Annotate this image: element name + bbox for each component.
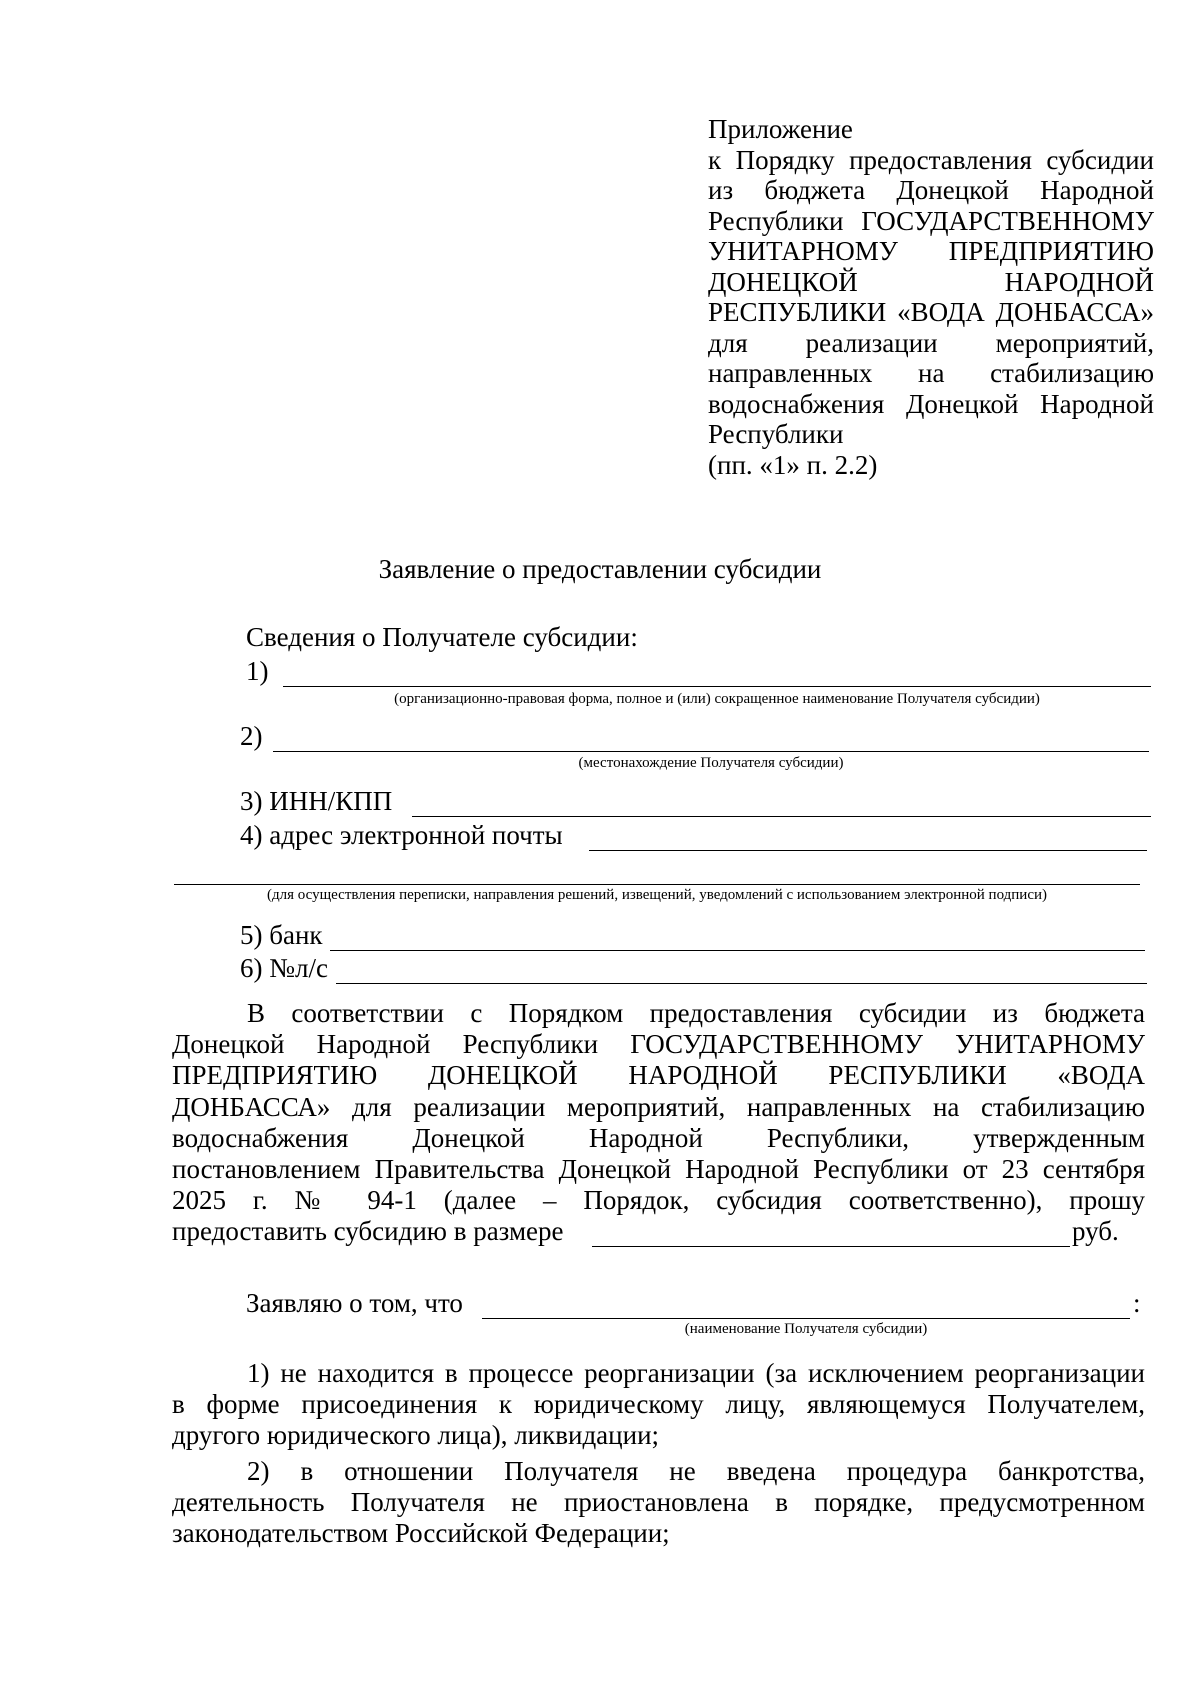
document-title: Заявление о предоставлении субсидии	[378, 554, 822, 584]
appendix-line: Приложение	[708, 114, 853, 144]
item1-label: 1)	[246, 656, 269, 686]
appendix-caption	[708, 114, 1154, 480]
account-field[interactable]	[336, 983, 1147, 984]
amount-prefix: предоставить субсидию в размере	[172, 1216, 564, 1246]
condition-line: в форме присоединения к юридическому лицу, являющемуся Получателем,	[172, 1389, 1145, 1420]
amount-suffix: руб.	[1072, 1216, 1119, 1246]
item2-label: 2)	[240, 721, 263, 751]
appendix-line: Республики	[708, 419, 844, 449]
appendix-line: водоснабжения Донецкой Народной	[708, 388, 1154, 419]
declaration-name-field[interactable]	[482, 1318, 1130, 1319]
condition-line: деятельность Получателя не приостановлена в порядке, предусмотренном	[172, 1487, 1145, 1518]
condition-2	[172, 1456, 1145, 1550]
paragraph-line: В соответствии с Порядком предоставления субсидии из бюджета	[247, 998, 1145, 1028]
declaration-suffix: :	[1133, 1288, 1141, 1318]
item4-note: (для осуществления переписки, направления решений, извещений, уведомлений с использованием электронной подписи)	[266, 887, 1048, 903]
paragraph-line: ДОНБАССА» для реализации мероприятий, направленных на стабилизацию	[172, 1091, 1145, 1122]
appendix-line: (пп. «1» п. 2.2)	[708, 449, 878, 480]
condition-line: другого юридического лица), ликвидации;	[172, 1420, 660, 1451]
condition-line: 1) не находится в процессе реорганизации (за исключением реорганизации	[247, 1358, 1145, 1388]
paragraph-line: ПРЕДПРИЯТИЮ ДОНЕЦКОЙ НАРОДНОЙ РЕСПУБЛИКИ «ВОДА	[172, 1060, 1145, 1091]
appendix-line: Республики ГОСУДАРСТВЕННОМУ	[708, 205, 1154, 236]
email-field-continuation[interactable]	[174, 884, 1140, 885]
declaration-prefix: Заявляю о том, что	[246, 1288, 463, 1318]
appendix-line: УНИТАРНОМУ ПРЕДПРИЯТИЮ	[708, 236, 1154, 266]
item3-label: 3) ИНН/КПП	[240, 786, 393, 816]
declaration-note: (наименование Получателя субсидии)	[684, 1321, 928, 1337]
appendix-line: РЕСПУБЛИКИ «ВОДА ДОНБАССА»	[708, 297, 1154, 327]
appendix-line: направленных на стабилизацию	[708, 358, 1154, 388]
email-field[interactable]	[589, 850, 1147, 851]
condition-1	[172, 1358, 1145, 1452]
item2-note: (местонахождение Получателя субсидии)	[578, 755, 844, 771]
recipient-heading: Сведения о Получателе субсидии:	[246, 622, 638, 652]
appendix-line: к Порядку предоставления субсидии	[708, 144, 1154, 175]
item4-label: 4) адрес электронной почты	[240, 820, 563, 850]
main-paragraph	[172, 998, 1145, 1216]
item6-label: 6) №л/с	[240, 953, 328, 983]
item5-label: 5) банк	[240, 920, 323, 950]
appendix-line: для реализации мероприятий,	[708, 327, 1154, 358]
paragraph-line: 2025 г. № 94-1 (далее – Порядок, субсидия соответственно), прошу	[172, 1185, 1145, 1216]
appendix-line: ДОНЕЦКОЙ НАРОДНОЙ	[708, 266, 1154, 297]
paragraph-line: Донецкой Народной Республики ГОСУДАРСТВЕННОМУ УНИТАРНОМУ	[172, 1029, 1145, 1060]
item1-field[interactable]	[283, 686, 1151, 687]
appendix-line: из бюджета Донецкой Народной	[708, 175, 1154, 205]
item1-note: (организационно-правовая форма, полное и (или) сокращенное наименование Получателя субсидии)	[394, 691, 1040, 707]
bank-field[interactable]	[330, 950, 1145, 951]
condition-line: 2) в отношении Получателя не введена процедура банкротства,	[247, 1456, 1145, 1486]
item2-field[interactable]	[273, 751, 1149, 752]
amount-field[interactable]	[592, 1246, 1070, 1247]
paragraph-line: постановлением Правительства Донецкой Народной Республики от 23 сентября	[172, 1154, 1145, 1185]
inn-kpp-field[interactable]	[412, 816, 1151, 817]
condition-line: законодательством Российской Федерации;	[172, 1518, 670, 1549]
paragraph-line: водоснабжения Донецкой Народной Республики, утвержденным	[172, 1122, 1145, 1153]
